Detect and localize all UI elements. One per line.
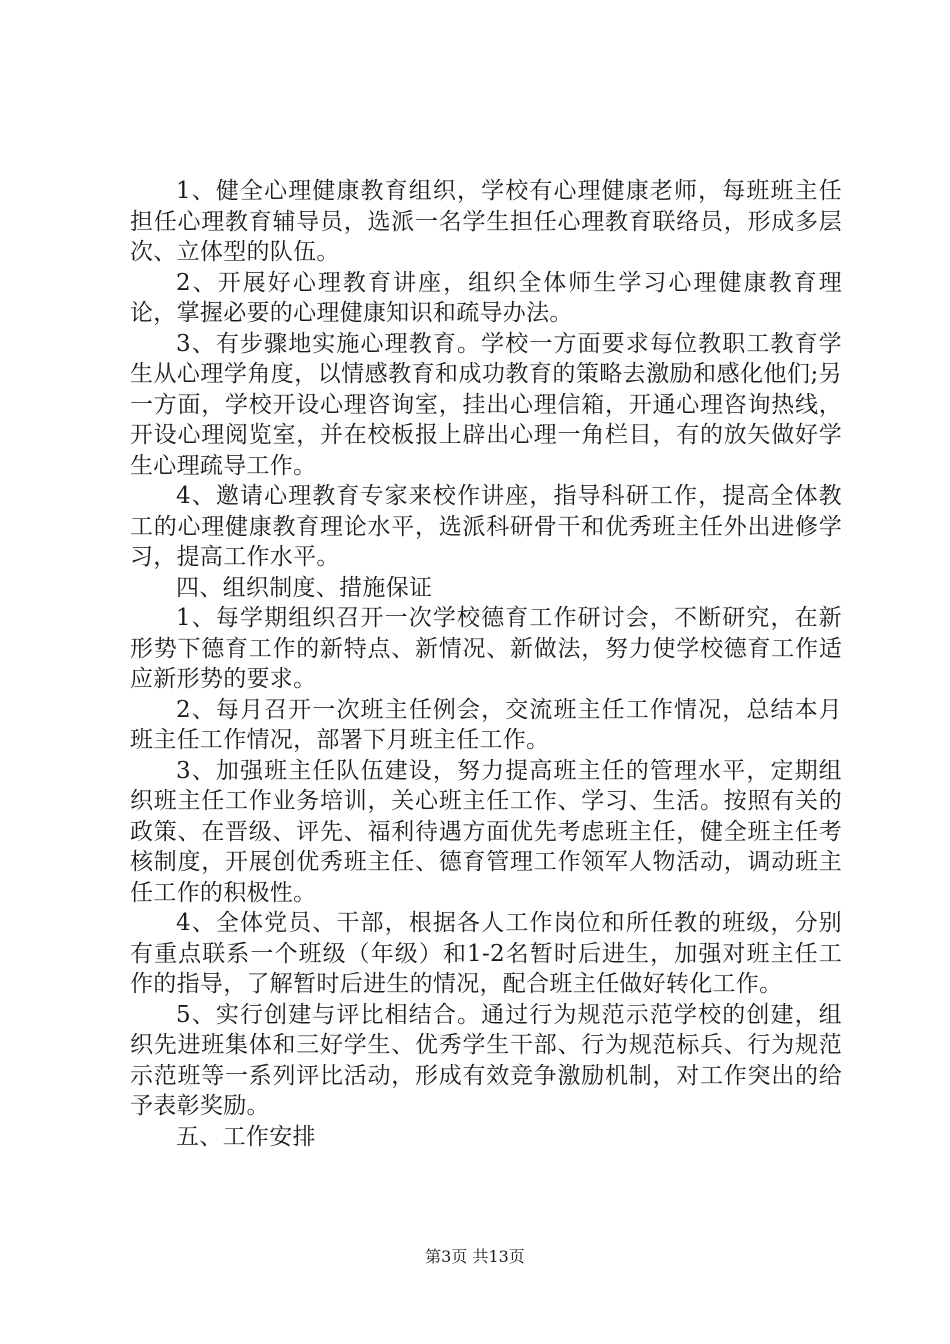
section-heading-4: 四、组织制度、措施保证: [176, 574, 433, 601]
paragraph-6: 2、每月召开一次班主任例会，交流班主任工作情况，总结本月班主任工作情况，部署下月班主任工作。: [130, 696, 842, 753]
document-body: [130, 176, 842, 1152]
paragraph-2: 2、开展好心理教育讲座，组织全体师生学习心理健康教育理论，掌握必要的心理健康知识和疏导办法。: [130, 269, 842, 326]
paragraph-4: 4、邀请心理教育专家来校作讲座，指导科研工作，提高全体教工的心理健康教育理论水平，选派科研骨干和优秀班主任外出进修学习，提高工作水平。: [130, 483, 842, 570]
paragraph-1: 1、健全心理健康教育组织，学校有心理健康老师，每班班主任担任心理教育辅导员，选派一名学生担任心理教育联络员，形成多层次、立体型的队伍。: [130, 178, 842, 265]
paragraph-7: 3、加强班主任队伍建设，努力提高班主任的管理水平，定期组织班主任工作业务培训，关心班主任工作、学习、生活。按照有关的政策、在晋级、评先、福利待遇方面优先考虑班主任，健全班主任考核制度，开展创优秀班主任、德育管理工作领军人物活动，调动班主任工作的积极性。: [130, 757, 842, 906]
paragraph-3: 3、有步骤地实施心理教育。学校一方面要求每位教职工教育学生从心理学角度，以情感教育和成功教育的策略去激励和感化他们;另一方面，学校开设心理咨询室，挂出心理信箱，开通心理咨询热线，开设心理阅览室，并在校板报上辟出心理一角栏目，有的放矢做好学生心理疏导工作。: [130, 330, 842, 479]
paragraph-8: 4、全体党员、干部，根据各人工作岗位和所任教的班级，分别有重点联系一个班级（年级）和1-2名暂时后进生，加强对班主任工作的指导，了解暂时后进生的情况，配合班主任做好转化工作。: [130, 910, 842, 997]
page-footer: 第3页 共13页: [425, 1247, 525, 1266]
paragraph-5: 1、每学期组织召开一次学校德育工作研讨会，不断研究，在新形势下德育工作的新特点、新情况、新做法，努力使学校德育工作适应新形势的要求。: [130, 605, 842, 692]
section-heading-5: 五、工作安排: [176, 1123, 316, 1150]
paragraph-9: 5、实行创建与评比相结合。通过行为规范示范学校的创建，组织先进班集体和三好学生、优秀学生干部、行为规范标兵、行为规范示范班等一系列评比活动，形成有效竞争激励机制，对工作突出的给予表彰奖励。: [130, 1001, 842, 1119]
